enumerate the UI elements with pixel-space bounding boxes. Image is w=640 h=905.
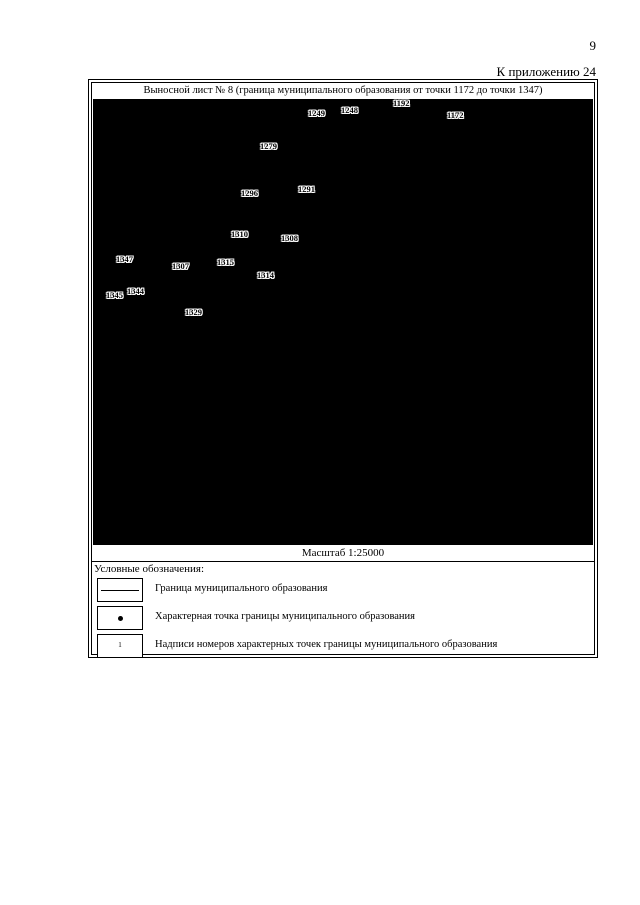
legend [92,562,594,654]
point-label: 1314 [257,270,274,280]
legend-symbol-dot [97,606,143,630]
map-sheet-inner-frame [91,82,595,655]
point-label: 1345 [106,290,123,300]
point-label: 1307 [172,261,189,271]
legend-symbol-line [97,578,143,602]
point-label: 1347 [116,254,133,264]
map-scale: Масштаб 1:25000 [92,545,594,562]
legend-item-text: Характерная точка границы муниципального образования [155,611,415,622]
point-label: 1291 [298,184,315,194]
point-label: 1329 [185,307,202,317]
point-label: 1248 [341,105,358,115]
line-icon [101,590,139,591]
appendix-label: К приложению 24 [496,64,596,79]
legend-item-text: Граница муниципального образования [155,583,328,594]
point-label: 1308 [281,233,298,243]
page-number: 9 [589,38,596,53]
point-label: 1296 [241,188,258,198]
point-label: 1172 [447,110,464,120]
dot-icon [118,616,123,621]
point-label: 1249 [308,108,325,118]
legend-symbol-number [97,634,143,658]
legend-item-point [92,606,594,632]
legend-heading: Условные обозначения: [94,563,205,575]
map-area[interactable] [93,99,593,545]
sheet-title: Выносной лист № 8 (граница муниципального образования от точки 1172 до точки 1347) [143,85,543,96]
point-label: 1192 [393,99,410,108]
legend-item-boundary [92,578,594,604]
legend-item-text: Надписи номеров характерных точек границы муниципального образования [155,639,498,650]
number-icon: 1 [118,641,122,649]
point-label: 1344 [127,286,144,296]
point-label: 1310 [231,229,248,239]
map-sheet-frame [88,79,598,658]
legend-item-number [92,634,594,660]
point-label: 1279 [260,141,277,151]
point-label: 1315 [217,257,234,267]
